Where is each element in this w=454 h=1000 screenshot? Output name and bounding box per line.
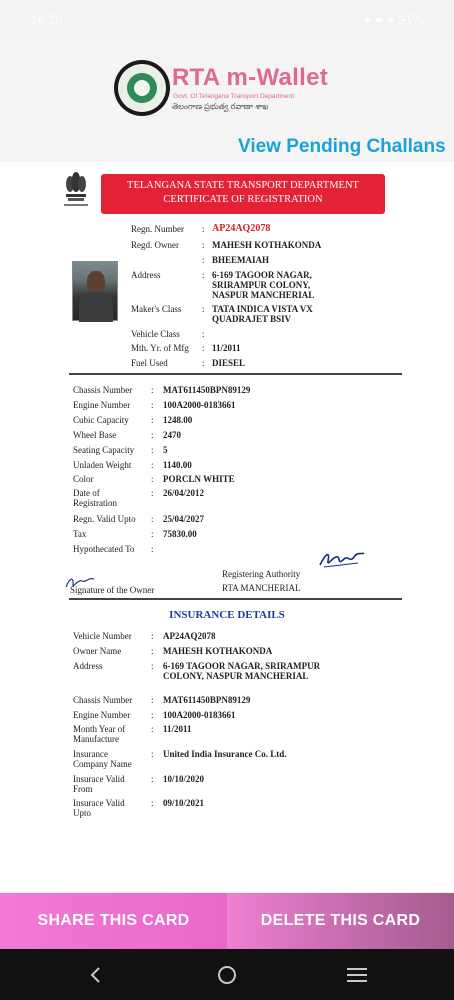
divider: [69, 598, 402, 600]
owner-signature-label: Signature of the Owner: [70, 585, 155, 595]
view-pending-challans-link[interactable]: View Pending Challans: [238, 136, 446, 157]
divider: [69, 373, 402, 375]
app-telugu-subtitle: తెలంగాణ ప్రభుత్వ రవాణా శాఖ: [172, 102, 269, 111]
status-indicators: ● ● ● 91%: [363, 12, 424, 27]
home-icon[interactable]: [217, 965, 237, 985]
regn-number-value: AP24AQ2078: [212, 223, 271, 234]
status-time: 16:20: [30, 12, 63, 27]
registering-authority-label: Registering Authority: [222, 569, 301, 579]
certificate-banner: [101, 174, 385, 214]
insurance-details-title: INSURANCE DETAILS: [169, 609, 285, 621]
certificate-title: CERTIFICATE OF REGISTRATION: [163, 194, 323, 205]
authority-signature-icon: [318, 547, 366, 571]
delete-card-button[interactable]: DELETE THIS CARD: [227, 893, 454, 949]
system-navigation-bar: [0, 949, 454, 1000]
department-title: TELANGANA STATE TRANSPORT DEPARTMENT: [127, 180, 359, 191]
app-subtitle: Govt. Of Telangana Transport Department: [173, 93, 294, 100]
menu-icon[interactable]: [346, 965, 368, 985]
registering-authority: [222, 567, 301, 595]
share-card-button[interactable]: SHARE THIS CARD: [0, 893, 227, 949]
status-bar: [0, 0, 454, 40]
app-name: RTA m-Wallet: [172, 64, 329, 91]
registering-authority-value: RTA MANCHERIAL: [222, 583, 301, 593]
national-emblem-icon: [60, 170, 92, 210]
back-icon[interactable]: [88, 965, 104, 985]
owner-signature: [64, 581, 182, 597]
telangana-emblem-logo-icon: [114, 60, 170, 116]
owner-photo: [72, 261, 118, 321]
registration-certificate-card: TELANGANA STATE TRANSPORT DEPARTMENT CERTIFICATE OF REGISTRATION Regn. Number : AP24AQ2078 Regd. Owner : MAHESH KOTHAKONDA : BHEEMAIAH Address : 6-169 TAGOOR NAGAR, SRIRAMPUR COLONY, NASPUR MANCHERIAL Maker's Class : TATA INDICA VISTA VX QUADRAJET BSIV Vehicle Class : Mth. Yr. of Mfg : 11/2011 Fuel Used : DIESEL Chassis Number : MAT611450BPN89129 Engine Number : 100A2000-0183661 Cubic Capacity : 1248.00 Wheel Base : 2470 Seating Capacity : 5 Unladen Weight : 1140.00 Color : PORCLN WHITE Date of Registration : 26/04/2012 Regn. Valid Upto : 25/04/2027 Tax : 75830.00 Hypothecated To : Registering Authority RTA MANCHERIAL Signature of the Owner INSURANCE DETAILS Vehicle Number : AP24AQ2078 Owner Name : MAHESH KOTHAKONDA Address : 6-169 TAGOOR NAGAR, SRIRAMPUR COLONY, NASPUR MANCHERIAL Chassis Number : MAT611450BPN89129 Engine Number : 100A2000-0183661 Month Year of Manufacture : 11/2011 Insurance Company Name : United India Insurance Co. Ltd. Insurace Valid From : 10/10/2020 Insurace Valid Upto : 09/10/2021: [0, 162, 454, 892]
